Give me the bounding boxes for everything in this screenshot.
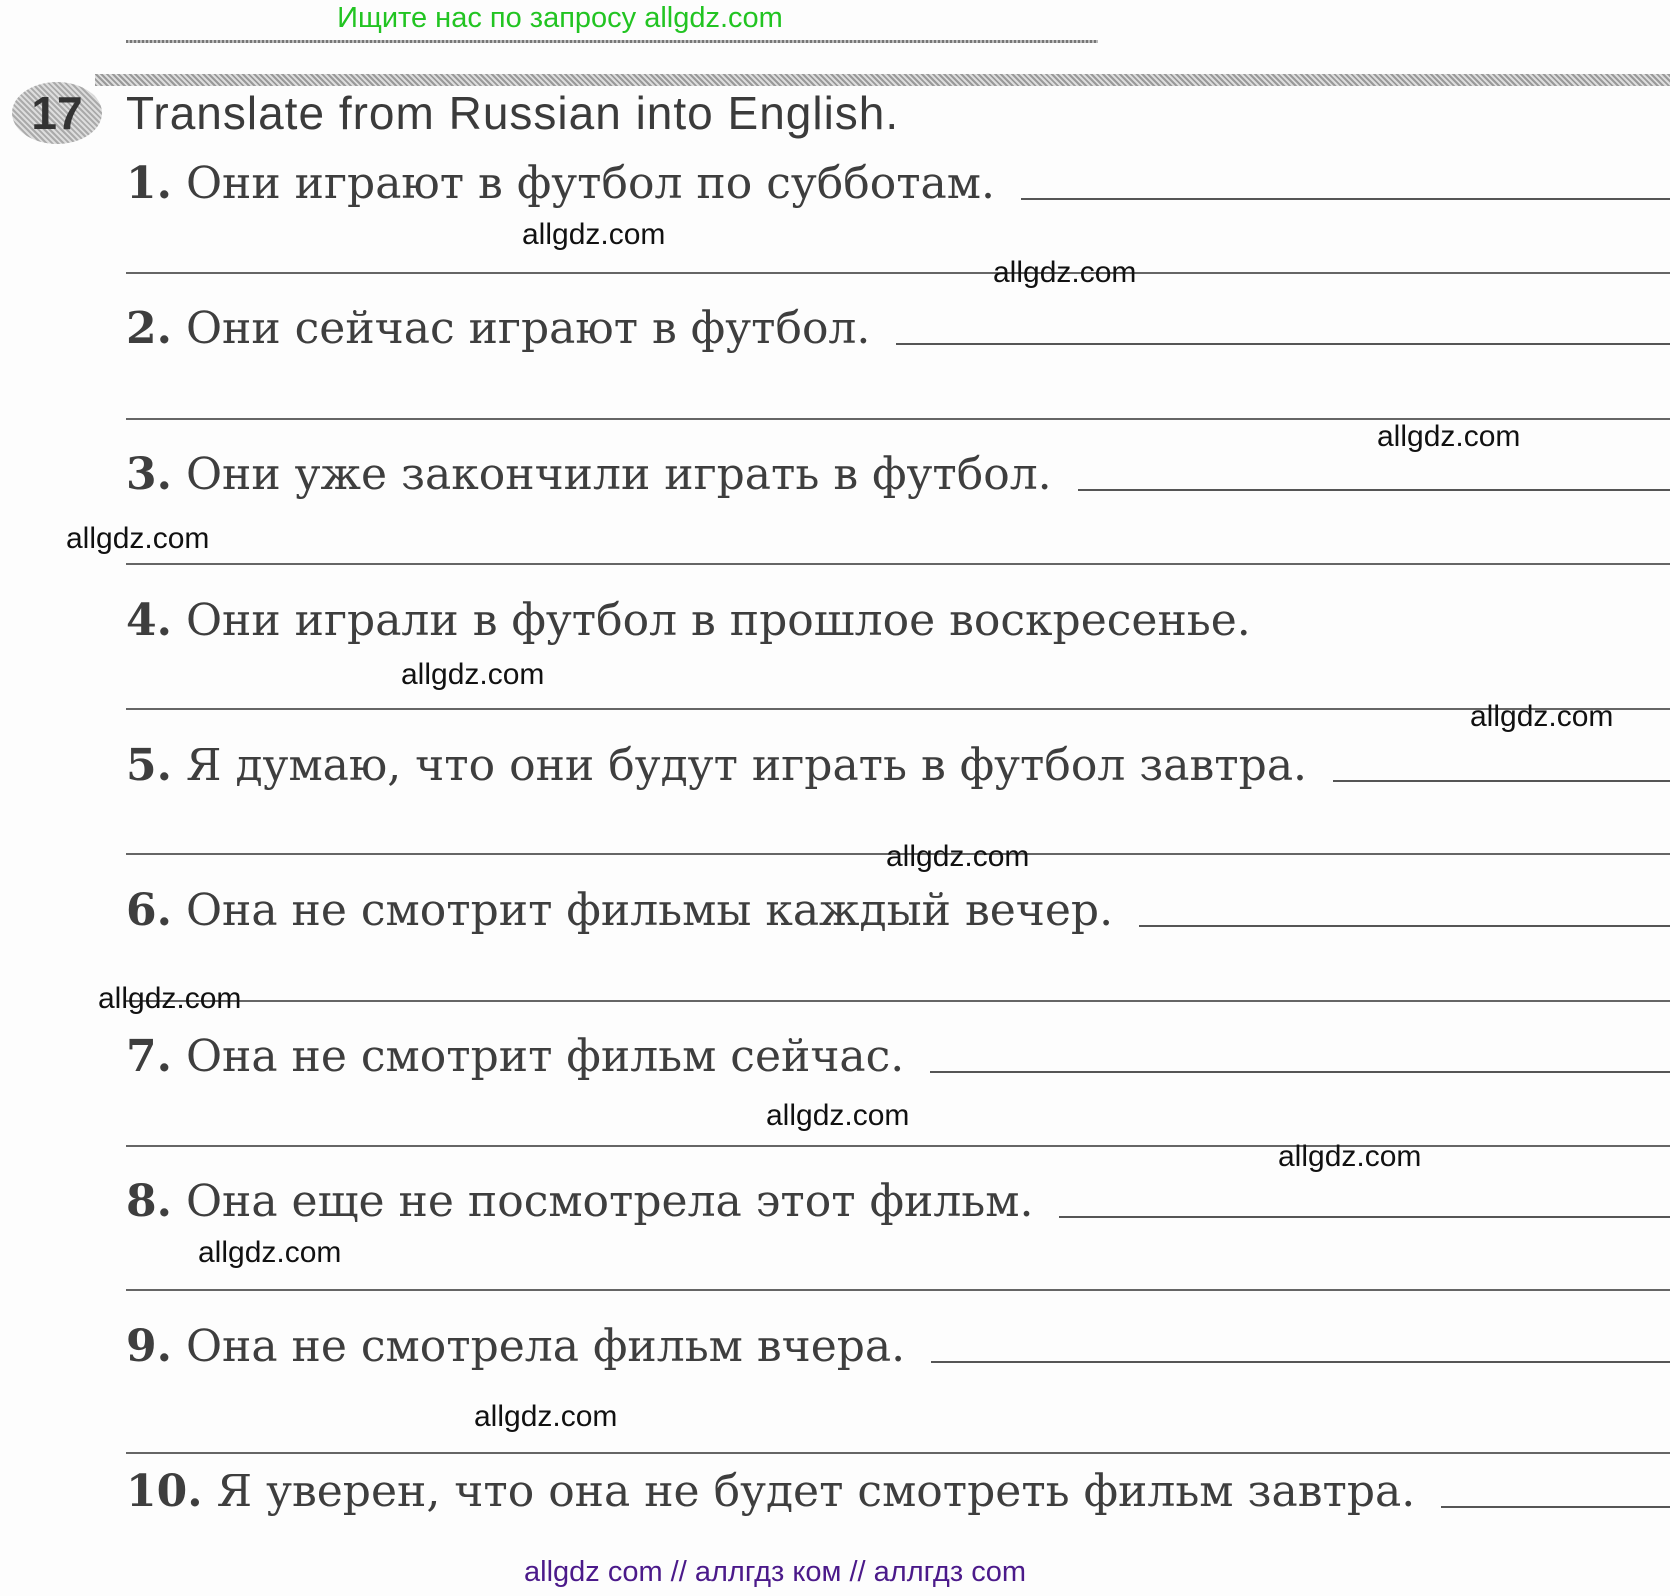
watermark: allgdz.com	[198, 1236, 342, 1269]
exercise-item	[126, 295, 1670, 355]
exercise-number-badge: 17	[12, 82, 102, 144]
item-text: Они играли в футбол в прошлое воскресенье.	[185, 595, 1251, 646]
item-text: Она не смотрела фильм вчера.	[185, 1321, 906, 1372]
item-text: Я думаю, что они будут играть в футбол завтра.	[185, 740, 1308, 791]
answer-line[interactable]	[1333, 780, 1670, 782]
watermark: allgdz.com	[1377, 420, 1521, 453]
watermark: allgdz.com	[401, 658, 545, 691]
item-number: 2.	[126, 303, 172, 354]
item-number: 3.	[126, 449, 172, 500]
answer-line[interactable]	[126, 563, 1670, 565]
item-text: Она не смотрит фильм сейчас.	[185, 1031, 905, 1082]
exercise-item	[126, 1023, 1670, 1083]
answer-line[interactable]	[896, 343, 1670, 345]
exercise-item	[126, 1458, 1670, 1518]
bottom-banner: allgdz com // аллгдз ком // аллгдз com	[524, 1556, 1026, 1588]
watermark: allgdz.com	[66, 522, 210, 555]
exercise-item	[126, 1313, 1670, 1373]
watermark: allgdz.com	[993, 256, 1137, 289]
answer-line[interactable]	[126, 272, 1670, 274]
answer-line[interactable]	[126, 1145, 1670, 1147]
item-number: 9.	[126, 1321, 172, 1372]
exercise-item	[126, 732, 1670, 792]
item-text: Она не смотрит фильмы каждый вечер.	[185, 885, 1114, 936]
answer-line[interactable]	[1078, 489, 1670, 491]
item-text: Я уверен, что она не будет смотреть фильм завтра.	[216, 1466, 1416, 1517]
answer-line[interactable]	[126, 1289, 1670, 1291]
answer-line[interactable]	[126, 708, 1670, 710]
watermark: allgdz.com	[474, 1400, 618, 1433]
watermark: allgdz.com	[1278, 1140, 1422, 1173]
watermark: allgdz.com	[522, 218, 666, 251]
top-banner: Ищите нас по запросу allgdz.com	[337, 2, 783, 34]
watermark: allgdz.com	[766, 1099, 910, 1132]
answer-line[interactable]	[931, 1361, 1670, 1363]
item-number: 5.	[126, 740, 172, 791]
exercise-title: Translate from Russian into English.	[126, 87, 900, 139]
exercise-item	[126, 150, 1670, 210]
watermark: allgdz.com	[886, 840, 1030, 873]
watermark: allgdz.com	[98, 982, 242, 1015]
answer-line[interactable]	[1021, 198, 1670, 200]
item-number: 1.	[126, 158, 172, 209]
item-text: Они уже закончили играть в футбол.	[185, 449, 1052, 500]
item-number: 4.	[126, 595, 172, 646]
header-band	[95, 74, 1670, 86]
answer-line[interactable]	[1139, 925, 1670, 927]
item-text: Они играют в футбол по субботам.	[185, 158, 995, 209]
exercise-item	[126, 1168, 1670, 1228]
item-text: Она еще не посмотрела этот фильм.	[185, 1176, 1034, 1227]
item-number: 8.	[126, 1176, 172, 1227]
exercise-item	[126, 587, 1670, 647]
exercise-item	[126, 877, 1670, 937]
divider	[126, 40, 1098, 43]
answer-line[interactable]	[126, 1452, 1670, 1454]
answer-line[interactable]	[126, 1000, 1670, 1002]
answer-line[interactable]	[1441, 1506, 1670, 1508]
watermark: allgdz.com	[1470, 700, 1614, 733]
item-text: Они сейчас играют в футбол.	[185, 303, 871, 354]
answer-line[interactable]	[930, 1071, 1670, 1073]
answer-line[interactable]	[1059, 1216, 1670, 1218]
item-number: 10.	[126, 1466, 203, 1517]
item-number: 6.	[126, 885, 172, 936]
item-number: 7.	[126, 1031, 172, 1082]
